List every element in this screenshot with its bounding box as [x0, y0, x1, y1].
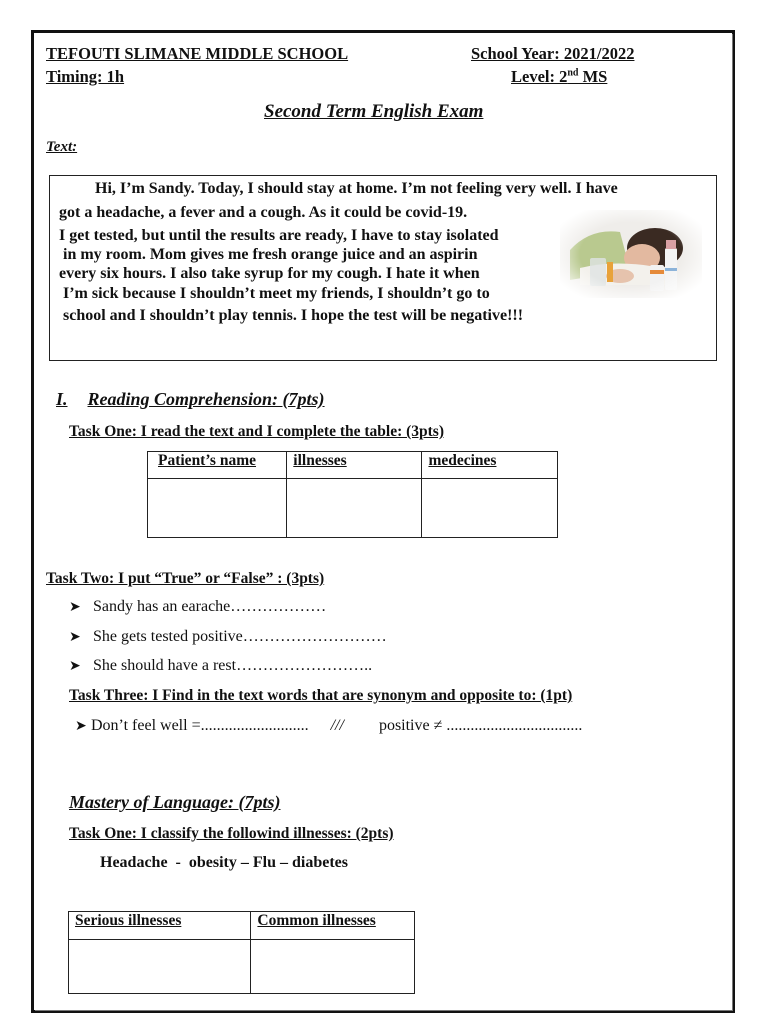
task-two-title: Task Two: I put “True” or “False” : (3pts) — [46, 570, 325, 587]
answer-cell-medecines[interactable] — [422, 479, 558, 538]
synonym-opposite-line — [75, 717, 582, 735]
arrow-bullet-icon: ➤ — [75, 719, 87, 734]
column-header: Common illnesses — [251, 912, 415, 940]
item-text: She gets tested positive……………………… — [93, 628, 387, 645]
exam-title: Second Term English Exam — [264, 101, 484, 122]
text-label: Text: — [46, 139, 78, 155]
section-reading-title — [56, 389, 325, 410]
true-false-item — [69, 628, 387, 646]
column-header: Serious illnesses — [69, 912, 251, 940]
level-prefix: Level: 2 — [511, 67, 568, 86]
task-three-title: Task Three: I Find in the text words that are synonym and opposite to: (1pt) — [69, 687, 573, 704]
sick-girl-illustration-icon — [560, 210, 702, 298]
synonym-prompt: Don’t feel well =........................... — [91, 717, 309, 734]
patient-table — [147, 451, 558, 538]
separator: /// — [330, 717, 344, 734]
school-name: TEFOUTI SLIMANE MIDDLE SCHOOL — [46, 44, 349, 63]
arrow-bullet-icon: ➤ — [69, 659, 81, 674]
column-header: illnesses — [287, 452, 422, 479]
section-numeral: I. — [56, 389, 68, 409]
arrow-bullet-icon: ➤ — [69, 630, 81, 645]
illness-word-list: Headache - obesity – Flu – diabetes — [100, 854, 348, 871]
section-reading-label: Reading Comprehension: (7pts) — [87, 389, 325, 409]
passage-line: I’m sick because I shouldn’t meet my friends, I shouldn’t go to — [63, 285, 490, 302]
answer-cell-common[interactable] — [251, 940, 415, 994]
passage-line: got a headache, a fever and a cough. As it could be covid-19. — [59, 204, 468, 221]
opposite-prompt: positive ≠ .................................. — [378, 717, 583, 734]
illness-classification-table — [68, 911, 415, 994]
section-mastery-title: Mastery of Language: (7pts) — [69, 792, 281, 812]
passage-line: Hi, I’m Sandy. Today, I should stay at home. I’m not feeling very well. I have — [95, 180, 618, 197]
school-year: School Year: 2021/2022 — [471, 44, 635, 63]
item-text: She should have a rest…………………….. — [93, 657, 373, 674]
sick-girl-photo — [560, 210, 702, 298]
true-false-item — [69, 598, 326, 616]
answer-cell-patient[interactable] — [148, 479, 287, 538]
column-header: Patient’s name — [148, 452, 287, 479]
column-header: medecines — [422, 452, 558, 479]
true-false-item — [69, 657, 372, 675]
passage-line: every six hours. I also take syrup for my cough. I hate it when — [59, 265, 480, 282]
level-suffix: MS — [578, 67, 608, 86]
passage-line: school and I shouldn’t play tennis. I hope the test will be negative!!! — [63, 307, 524, 324]
arrow-bullet-icon: ➤ — [69, 600, 81, 615]
passage-line: in my room. Mom gives me fresh orange juice and an aspirin — [63, 246, 478, 263]
timing: Timing: 1h — [46, 67, 125, 86]
task-one-title: Task One: I read the text and I complete the table: (3pts) — [69, 423, 444, 440]
passage-line: I get tested, but until the results are ready, I have to stay isolated — [59, 227, 499, 244]
level-sup: nd — [567, 67, 579, 79]
level — [511, 67, 607, 87]
answer-cell-serious[interactable] — [69, 940, 251, 994]
mastery-task-one-title: Task One: I classify the followind illnesses: (2pts) — [69, 825, 394, 842]
item-text: Sandy has an earache……………… — [93, 598, 327, 615]
answer-cell-illnesses[interactable] — [287, 479, 422, 538]
